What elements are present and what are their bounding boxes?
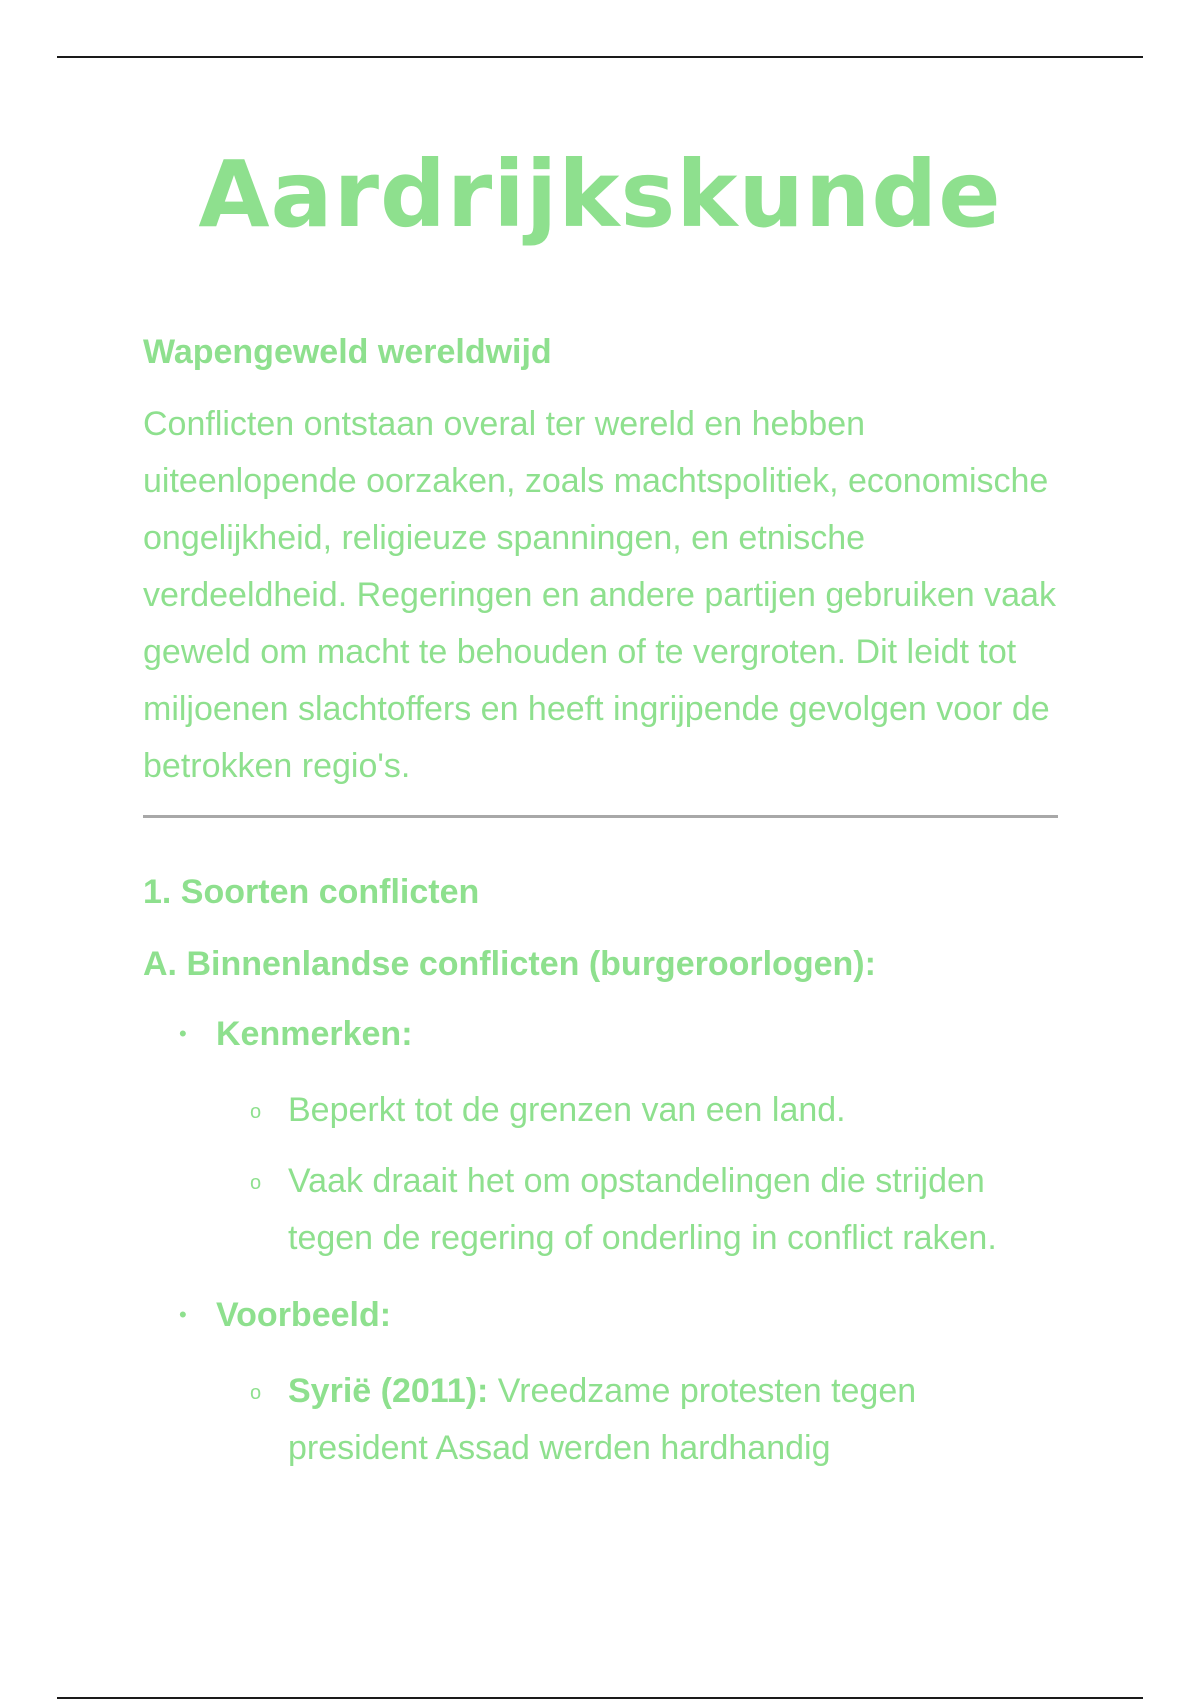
intro-paragraph: Conflicten ontstaan overal ter wereld en hebben uiteenlopende oorzaken, zoals machtspolitiek, economische ongelijkheid, religieuze spanningen, en etnische verdeeldheid. Regeringen en andere partijen gebruiken vaak geweld om macht te behouden of te vergroten. Dit leidt tot miljoenen slachtoffers en heeft ingrijpende gevolgen voor de betrokken regio's. (143, 405, 1056, 785)
list-item (216, 1363, 1058, 1477)
page-top-rule (57, 56, 1143, 58)
list-item (216, 1082, 1058, 1139)
sub-bullet-icon: o (250, 1172, 262, 1194)
bullet-icon: • (179, 1021, 187, 1046)
section-divider (143, 815, 1058, 818)
bullet-icon: • (179, 1302, 187, 1327)
voorbeeld-item-bold: Syrië (2011): (288, 1372, 489, 1410)
kenmerken-sublist (216, 1082, 1058, 1267)
kenmerken-label: Kenmerken: (216, 1015, 413, 1053)
list-item-voorbeeld (143, 1293, 1058, 1477)
heading-soorten-conflicten: 1. Soorten conflicten (143, 873, 480, 911)
list-item (216, 1153, 1058, 1267)
page-bottom-rule (57, 1697, 1143, 1699)
heading-binnenlandse-conflicten: A. Binnenlandse conflicten (burgeroorlogen): (143, 945, 876, 983)
voorbeeld-label: Voorbeeld: (216, 1296, 392, 1334)
main-bullet-list (143, 1012, 1058, 1477)
sub-bullet-icon: o (250, 1101, 262, 1123)
section-heading: Wapengeweld wereldwijd (143, 333, 552, 371)
document-title: Aardrijkskunde (198, 141, 1002, 248)
kenmerken-item-text: Beperkt tot de grenzen van een land. (288, 1091, 846, 1129)
kenmerken-item-text: Vaak draait het om opstandelingen die strijden tegen de regering of onderling in conflict raken. (288, 1162, 997, 1257)
list-item-kenmerken (143, 1012, 1058, 1267)
voorbeeld-sublist (216, 1363, 1058, 1477)
document-content (143, 330, 1058, 1503)
sub-bullet-icon: o (250, 1382, 262, 1404)
voorbeeld-item-text: Vreedzame protesten tegen president Assad werden hardhandig (288, 1372, 917, 1467)
